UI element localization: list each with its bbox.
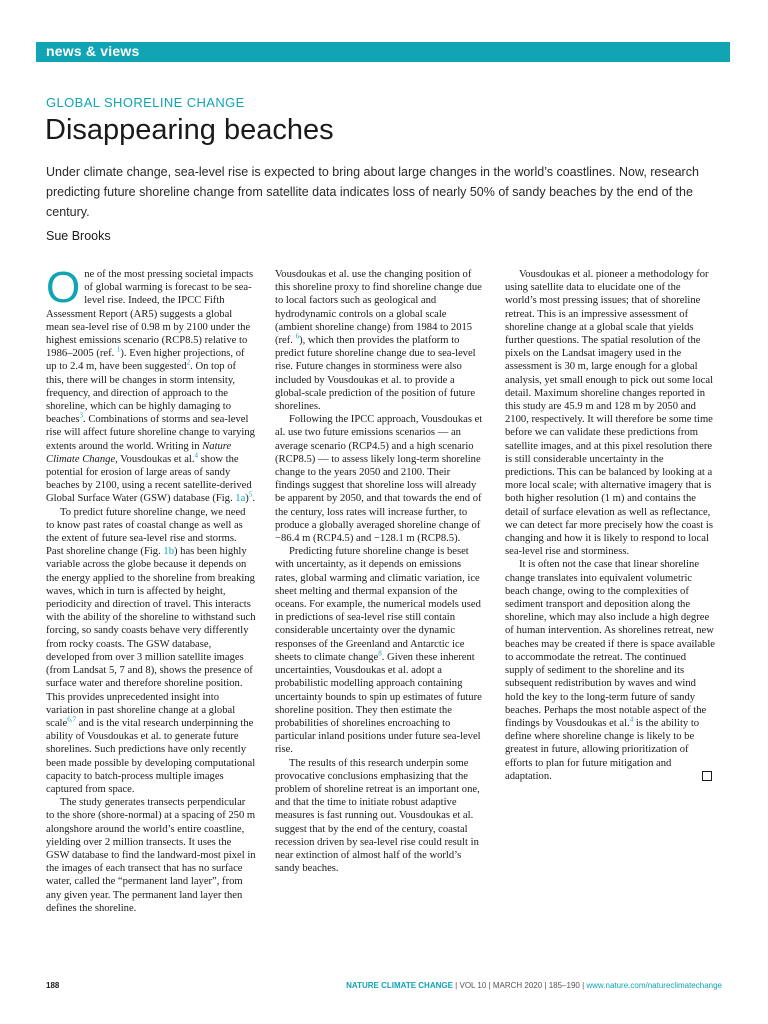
article-title: Disappearing beaches <box>45 114 334 146</box>
journal-citation <box>346 981 722 990</box>
journal-name: NATURE CLIMATE CHANGE <box>346 981 453 990</box>
section-label: news & views <box>46 43 140 59</box>
body-paragraph: One of the most pressing societal impacts of global warming is forecast to be sea-level rise. Indeed, the IPCC Fifth Assessment Report (AR5) suggests a global mean sea-level rise of 0.98 m by 2100 under the highest emissions scenario (RCP8.5) relative to 1986–2005 (ref. $^1$). Even higher projections, of up to 2.4 m, have been suggested$^2$. On top of this, there will be changes in storm intensity, frequency, and direction of approach to the shoreline, which can be highly damaging to beaches$^3$. Combinations of storms and sea-level rise will affect future shoreline change to varying extents around the world. Writing in Nature Climate Change, Vousdoukas et al.$^4$ show the potential for erosion of large areas of sandy beaches by 2100, using a recent satellite-derived Global Surface Water (GSW) database (Fig. 1a)$^5$. <box>46 263 255 505</box>
body-column-1 <box>46 263 256 915</box>
reference-link[interactable]: 6 <box>295 332 300 341</box>
figure-link[interactable]: 1b <box>163 546 174 558</box>
body-paragraph: Predicting future shoreline change is beset with uncertainty, as it depends on emissions rates, global warming and climatic variation, ice sheet melting and thermal expansion of the oceans. For example, the numerical models used in predictions of sea-level rise still contain considerable uncertainty over the dynamic responses of the Greenland and Antarctic ice sheets to climate change$^8$. Given these inherent uncertainties, Vousdoukas et al. adopt a probabilistic modelling approach containing uncertainty bounds to spin up estimates of future shoreline position. They then estimate the probabilities of shorelines encroaching to particular inland positions under future sea-level rise. <box>275 546 482 756</box>
drop-cap: O <box>46 263 81 312</box>
journal-url-link[interactable]: www.nature.com/natureclimatechange <box>586 981 722 990</box>
body-paragraph: Following the IPCC approach, Vousdoukas et al. use two future emissions scenarios — an average scenario (RCP4.5) and a high scenario (RCP8.5) — to assess likely long-term shoreline change to the years 2050 and 2100. Their findings suggest that shoreline loss will already be apparent by 2050, and that towards the end of the century, loss rates will increase further, to produce a globally averaged shoreline change of −86.4 m (RCP4.5) and −128.1 m (RCP8.5). <box>275 414 483 545</box>
article-author: Sue Brooks <box>46 229 111 243</box>
reference-link[interactable]: 3 <box>79 411 84 420</box>
reference-link[interactable]: 8 <box>378 649 382 658</box>
body-column-3 <box>505 268 715 783</box>
body-paragraph: To predict future shoreline change, we need to know past rates of coastal change as well as the extent of future sea-level rise and storms. Past shoreline change (Fig. 1b) has been highly variable across the globe because it depends on the energy applied to the shoreline from breaking waves, which in turn is affected by height, periodicity and direction of travel. This interacts with the ability of the shoreline to withstand such forcing, so sandy coasts behave very differently from rocky coasts. The GSW database, developed from over 3 million satellite images (from Landsat 5, 7 and 8), shows the presence of surface water and therefore shoreline position. This provides unprecedented insight into variation in past shoreline change at a global scale$^{6,7}$ and is the vital research underpinning the ability of Vousdoukas et al. to generate future shorelines. Such predictions have only recently been made possible by developing computational capacity to batch-process multiple images captured from space. <box>46 506 256 795</box>
reference-link[interactable]: 4 <box>629 715 634 724</box>
body-paragraph: Vousdoukas et al. use the changing position of this shoreline proxy to find shoreline change due to local factors such as geological and hydrodynamic controls on a global scale (ambient shoreline change) from 1984 to 2015 (ref. $^6$), which then provides the platform to predict future shoreline change due to sea-level rise. Future changes in storminess were also included by Vousdoukas et al. to provide a global-scale prediction of the position of future shorelines. <box>275 269 482 413</box>
article-standfirst: Under climate change, sea-level rise is expected to bring about large changes in the world’s coastlines. Now, research predicting future shoreline change from satellite data indicates loss of nearly 50% of sandy beaches by the end of the century. <box>46 165 699 219</box>
reference-link[interactable]: 2 <box>186 358 191 367</box>
body-paragraph: The study generates transects perpendicular to the shore (shore-normal) at a spacing of 250 m alongshore around the world’s entire coastline, yielding over 2 million transects. It uses the GSW database to find the landward-most pixel in the images of each transect that has no surface water, called the “permanent land layer”, from any given year. The permanent land layer then defines the shoreline. <box>46 797 256 914</box>
article-kicker: GLOBAL SHORELINE CHANGE <box>46 95 245 110</box>
reference-link[interactable]: 1 <box>116 345 121 354</box>
issue-info: | VOL 10 | MARCH 2020 | 185–190 | <box>452 981 587 990</box>
body-paragraph: Vousdoukas et al. pioneer a methodology for using satellite data to elucidate one of the world’s most pressing issues; that of shoreline retreat. This is an impressive assessment of shoreline change at a global scale that yields further questions. The spatial resolution of the pixels on the Landsat imagery used in the assessment is 30 m, large enough for a global analysis, yet small enough to pick out some local detail. Maximum shoreline changes reported in this study are 45.9 m and 128 m by 2050 and 2100, respectively. It will therefore be some time before we can validate these predictions from satellite images, and at this pixel resolution there is still considerable uncertainty in the predictions. This can be balanced by looking at a more local scale; with alternative imagery that is both higher resolution (1 m) and contains the detail of surface elevation as well as reflectance, we can detect far more precisely how the coast is changing and how it is likely to respond to local sea-level rise and storminess. <box>505 269 714 558</box>
reference-link[interactable]: 4 <box>194 451 199 460</box>
body-paragraph: It is often not the case that linear shoreline change translates into equivalent volumetric beach change, owing to the complexities of sediment transport and deposition along the shoreline, which may also include a high degree of human intervention. As shorelines retreat, new beaches may be created if there is space available to accommodate the retreat. The continued supply of sediment to the shoreline and its subsequent redistribution by waves and wind hold the key to the long-term future of sandy beaches. Perhaps the most notable aspect of the findings by Vousdoukas et al.$^4$ is the ability to define where shoreline change is likely to be greatest in future, allowing prioritization of efforts to plan for future mitigation and adaptation. <box>505 559 715 782</box>
reference-link[interactable]: 6,7 <box>67 715 76 724</box>
body-column-2 <box>275 268 485 875</box>
page-footer <box>46 981 722 993</box>
figure-link[interactable]: 1a <box>235 493 246 505</box>
end-mark-icon <box>702 771 712 781</box>
reference-link[interactable]: 5 <box>248 490 253 499</box>
body-paragraph: The results of this research underpin some provocative conclusions emphasizing that the problem of shoreline retreat is an important one, and that the time to initiate robust adaptive measures is fast running out. Vousdoukas et al. suggest that by the end of the century, coastal recession driven by sea-level rise could result in near extinction of almost half of the world’s sandy beaches. <box>275 757 480 875</box>
section-banner <box>36 42 730 62</box>
page-number: 188 <box>46 981 60 990</box>
